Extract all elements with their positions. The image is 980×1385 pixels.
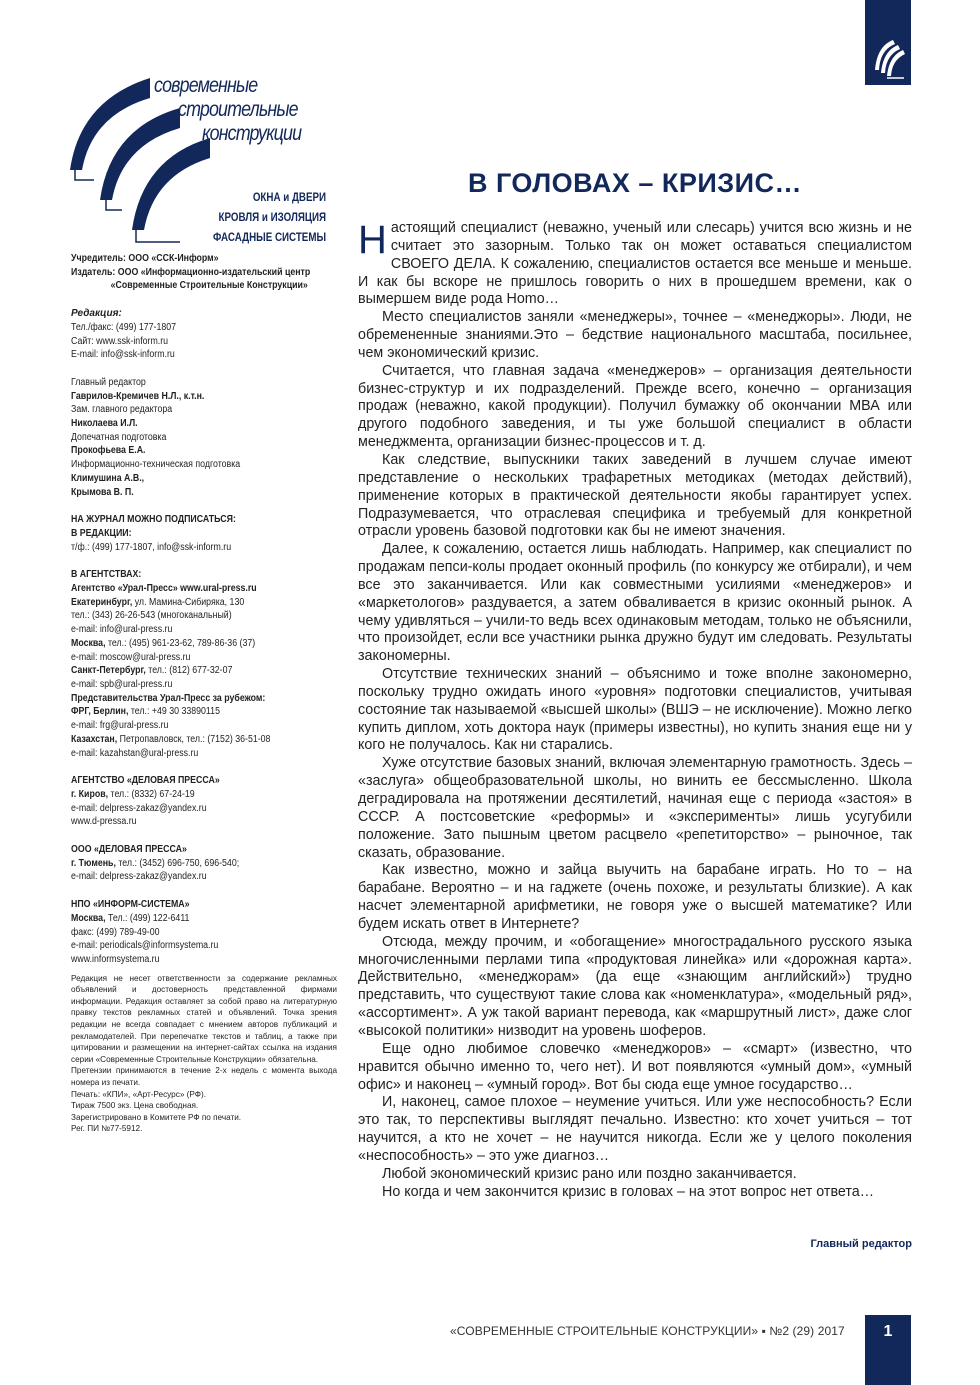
article-paragraph: [358, 220, 912, 309]
contact-bold: АГЕНТСТВО «ДЕЛОВАЯ ПРЕССА»: [71, 775, 220, 787]
publisher: Издатель: ООО «Информационно-издательский центр: [71, 266, 311, 278]
contact-bold: Москва,: [71, 912, 106, 924]
journal-emblem-icon: [871, 38, 905, 80]
subscribe-heading: НА ЖУРНАЛ МОЖНО ПОДПИСАТЬСЯ:: [71, 514, 236, 526]
contact-line: [71, 926, 159, 940]
editorial-email[interactable]: E-mail: info@ssk-inform.ru: [71, 349, 175, 361]
editorial-heading: Редакция:: [71, 308, 122, 320]
contact-line: [71, 870, 207, 884]
article-paragraph: И, наконец, самое плохое – неумение учиться. Или уже неспособность? Если это так, то перспективы выглядят печально. Известно: кто хочет учиться – тот научится, а кто не хочет – не научится никогда. Если же у целого поколения «неспособность» – это уже диагноз…: [358, 1094, 912, 1164]
article-paragraph: Хуже отсутствие базовых знаний, включая элементарную грамотность. Здесь – «заслуга» общеобразовательной школы, но винить ее бессмысленно. Школа деградировала на протяжении десятилетий, начиная еще с периода «застоя» в СССР. А постсоветские «реформы» и «эксперименты» лишь усугубили положение. Зато пышным цветом расцвело «репетиторство» – рыночное, так сказать, образование.: [358, 755, 912, 861]
footer-journal-issue: «СОВРЕМЕННЫЕ СТРОИТЕЛЬНЫЕ КОНСТРУКЦИИ» ▪ №2 (29) 2017: [450, 1324, 845, 1338]
logo-word: строительные: [178, 98, 298, 121]
contact-text: тел.: (343) 26-26-543 (многоканальный): [71, 610, 232, 622]
contact-bold: Санкт-Петербург,: [71, 665, 146, 677]
disclaimer-line: Редакция не несет ответственности за содержание рекламных объявлений и достоверность представленной фирмами информации. Редакция оставляет за собой право на литературную правку текстов рекламных статей и объявлений. Точка зрения редакции не всегда совпадает с мнением авторов публикаций и рекламодателей. При перепечатке текстов и таблиц, а также при цитировании и размещении на интернет-сайтах ссылка на издания серии «Современные Строительные Конструкции» обязательна.: [71, 973, 337, 1064]
contact-text: e-mail: delpress-zakaz@yandex.ru: [71, 802, 207, 814]
staff-role: Главный редактор: [71, 376, 146, 388]
contact-bold: г. Киров,: [71, 788, 109, 800]
contact-line: [71, 719, 168, 733]
founder: Учредитель: ООО «ССК-Информ»: [71, 253, 219, 264]
logo-word: современные: [154, 74, 258, 97]
inform-system-block: [71, 898, 337, 967]
contact-line: [71, 939, 218, 953]
publisher-name: «Современные Строительные Конструкции»: [110, 280, 308, 292]
drop-cap: Н: [358, 218, 387, 262]
contact-bold: Агентство «Урал-Пресс» www.ural-press.ru: [71, 583, 257, 595]
contact-line: [71, 651, 190, 665]
article-paragraph: Считается, что главная задача «менеджеров» – организация деятельности бизнес-структур и их подразделений. Прежде всего, конечно – организация продаж (неважно, какой продукции). Получил бумажку об окончании МВА или другого подобного заведения, и ты уже большой специалист в области менеджмента, организации бизнес-процессов и т. д.: [358, 362, 912, 451]
editorial-site[interactable]: Сайт: www.ssk-inform.ru: [71, 335, 169, 347]
contact-text: e-mail: kazahstan@ural-press.ru: [71, 747, 199, 759]
article-paragraph: Место специалистов заняли «менеджеры», точнее – «менеджоры». Люди, не обремененные знаниями.Это – бедствие национального масштаба, посильнее, чем экономический кризис.: [358, 309, 912, 361]
disclaimer-line: Тираж 7500 экз. Цена свободная.: [71, 1101, 199, 1111]
article-paragraph: Любой экономический кризис рано или поздно заканчивается.: [382, 1165, 797, 1182]
page-number: 1: [865, 1315, 911, 1385]
contact-text: www.d-pressa.ru: [71, 816, 137, 828]
disclaimer: [71, 973, 337, 1135]
staff-name: Прокофьева Е.А.: [71, 445, 146, 457]
contact-line: [71, 623, 172, 637]
contact-line: [71, 747, 198, 761]
contact-line: [71, 582, 257, 596]
journal-logo: [70, 70, 340, 250]
contact-text: ул. Мамина-Сибиряка, 130: [132, 596, 245, 608]
article-paragraph: Еще одно любимое словечко «менеджоров» – «смарт» (известно, что нравится обычно именно то, чего нет). И вот появляются «умный дом», «умный офис» и наконец – «умный город». Вот бы сюда еще умное государство…: [358, 1040, 912, 1093]
contact-text: тел.: (812) 677-32-07: [145, 665, 233, 677]
article-title: В ГОЛОВАХ – КРИЗИС…: [467, 168, 803, 198]
contact-line: [71, 898, 190, 912]
delpress-block: [71, 774, 337, 829]
article-body: [358, 220, 912, 1201]
contact-line: [71, 678, 172, 692]
contact-line: [71, 788, 195, 802]
contact-bold: ФРГ, Берлин,: [71, 706, 129, 718]
contact-text: тел.: +49 30 33890115: [128, 706, 220, 718]
staff-role: Допечатная подготовка: [71, 431, 167, 443]
contact-text: e-mail: delpress-zakaz@yandex.ru: [71, 871, 207, 883]
contact-text: тел.: (3452) 696-750, 696-540;: [115, 857, 240, 869]
header-logo-tab: [865, 0, 911, 85]
contact-line: [71, 664, 232, 678]
contact-bold: Москва,: [71, 637, 106, 649]
contact-bold: Представительства Урал-Пресс за рубежом:: [71, 692, 266, 704]
contact-bold: Екатеринбург,: [71, 596, 133, 608]
imprint-column: [71, 252, 337, 1135]
article-paragraph: Как следствие, выпускники таких заведений в лучшем случае имеют представление о нескольких трафаретных методиках (методах действий), применение которых в практической деятельности якобы гарантирует успех. Подразумевается, что отраслевая специфика и требуемый для конкретной отрасли уровень базовой подготовки как бы не имеют значения.: [358, 451, 912, 540]
contact-bold: г. Тюмень,: [71, 857, 116, 869]
staff-role: Зам. главного редактора: [71, 404, 173, 416]
contact-text: тел.: (8332) 67-24-19: [108, 788, 195, 800]
rubrics: [213, 188, 326, 248]
contact-line: [71, 637, 255, 651]
staff-name: Гаврилов-Кремичев Н.Л., к.т.н.: [71, 390, 205, 402]
contact-text: факс: (499) 789-49-00: [71, 926, 160, 938]
contact-line: [71, 843, 187, 857]
disclaimer-line: Рег. ПИ №77-5912.: [71, 1124, 143, 1134]
contact-text: e-mail: periodicals@informsystema.ru: [71, 940, 219, 952]
subscribe-contacts: т/ф.: (499) 177-1807, info@ssk-inform.ru: [71, 541, 232, 553]
ural-press-block: [71, 582, 337, 760]
staff-name: Николаева И.Л.: [71, 418, 138, 430]
staff-name: Климушина А.В.,: [71, 472, 145, 484]
contact-text: e-mail: frg@ural-press.ru: [71, 720, 169, 732]
staff-role: Информационно-техническая подготовка: [71, 459, 241, 471]
article-paragraph: Но когда и чем закончится кризис в головах – на этот вопрос нет ответа…: [382, 1183, 875, 1200]
article-paragraph: Далее, к сожалению, остается лишь наблюдать. Например, как специалист по продажам пепси-колы продает оконный профиль (по конкурсу же отбирали), и чем все это заканчивается. Или как совместными усилиями «менеджеров» и «маркетологов» раздувается, а затем обваливается в кризис оконный рынок. А чему удивляться – учили-то ведь всех одинаковым методам, только не объяснили, что произойдет, если все участники рынка дружно будут им следовать. Результаты закономерны.: [358, 541, 912, 665]
contact-text: www.informsystema.ru: [71, 953, 160, 965]
disclaimer-line: Зарегистрировано в Комитете РФ по печати.: [71, 1112, 242, 1122]
editorial-phone: Тел./факс: (499) 177-1807: [71, 321, 177, 333]
rubric: ФАСАДНЫЕ СИСТЕМЫ: [212, 232, 326, 244]
signature: Главный редактор: [810, 1238, 912, 1250]
disclaimer-line: Претензии принимаются в течение 2-х недель с момента выхода номера из печати.: [71, 1066, 337, 1087]
delpress2-block: [71, 843, 337, 884]
article-paragraph: Отсутствие технических знаний – объяснимо и тоже вполне закономерно, поскольку трудно ожидать иного «уровня» подготовки специалистов, учитывая состояние так называемой «высшей школы» (ВШЭ – не исключение). Можно легко купить диплом, хоть доктора наук (примеры известны), но купить знания еще ни у кого не получалось. Как ни старались.: [358, 666, 912, 754]
rubric: ОКНА и ДВЕРИ: [252, 192, 326, 204]
contact-line: [71, 692, 265, 706]
contact-line: [71, 815, 137, 829]
contact-text: тел.: (495) 961-23-62, 789-86-36 (37): [105, 637, 256, 649]
contact-line: [71, 774, 220, 788]
staff-list: [71, 376, 337, 499]
rubric: КРОВЛЯ и ИЗОЛЯЦИЯ: [218, 212, 326, 224]
contact-line: [71, 953, 160, 967]
contact-line: [71, 705, 220, 719]
contact-line: [71, 596, 244, 610]
staff-name: Крымова В. П.: [71, 486, 134, 498]
contact-line: [71, 802, 207, 816]
contact-bold: ООО «ДЕЛОВАЯ ПРЕССА»: [71, 844, 187, 856]
contact-line: [71, 857, 239, 871]
article-paragraph: Как известно, можно и зайца выучить на барабане играть. Но то – на барабане. Вероятно – и на гаджете (очень похоже, и результаты близкие). А как насчет элементарной арифметики, не говоря уже о высшей математике? Или будем искать ответ в Интернете?: [358, 862, 912, 932]
contact-line: [71, 912, 189, 926]
contact-text: Тел.: (499) 122-6411: [105, 912, 190, 924]
agencies-heading: В АГЕНТСТВАХ:: [71, 569, 142, 581]
contact-line: [71, 733, 270, 747]
disclaimer-line: Печать: «КПИ», «Арт-Ресурс» (РФ).: [71, 1089, 206, 1099]
contact-bold: НПО «ИНФОРМ-СИСТЕМА»: [71, 899, 190, 911]
subscribe-office: В РЕДАКЦИИ:: [71, 527, 132, 539]
paragraph-text: астоящий специалист (неважно, ученый или слесарь) учится всю жизнь и не считает это зазорным. Только так он может оставаться специалистом СВОЕГО ДЕЛА. К сожалению, специалистов остается все меньше и меньше. И как бы вскоре не пришлось говорить о них в прошедшем времени, как о вымершем виде рода Homo…: [358, 220, 912, 308]
logo-word: конструкции: [202, 122, 302, 145]
article-paragraph: Отсюда, между прочим, и «обогащение» многострадального русского языка многочисленными перлами типа «продуктовая линейка» или «дорожная карта». Действительно, «менеджорам» (да еще «знающим английский») трудно представить, что существуют такие слова как «номенклатура», «модельный ряд», «ассортимент». А уж такой вариант перевода, как «маршрутный лист», даже слог «высокой политики» низводит на уровень шоферов.: [358, 933, 912, 1039]
contact-text: e-mail: spb@ural-press.ru: [71, 678, 173, 690]
contact-bold: Казахстан,: [71, 733, 118, 745]
contact-text: e-mail: info@ural-press.ru: [71, 624, 173, 636]
contact-line: [71, 609, 232, 623]
contact-text: Петропавловск, тел.: (7152) 36-51-08: [117, 733, 271, 745]
contact-text: e-mail: moscow@ural-press.ru: [71, 651, 191, 663]
